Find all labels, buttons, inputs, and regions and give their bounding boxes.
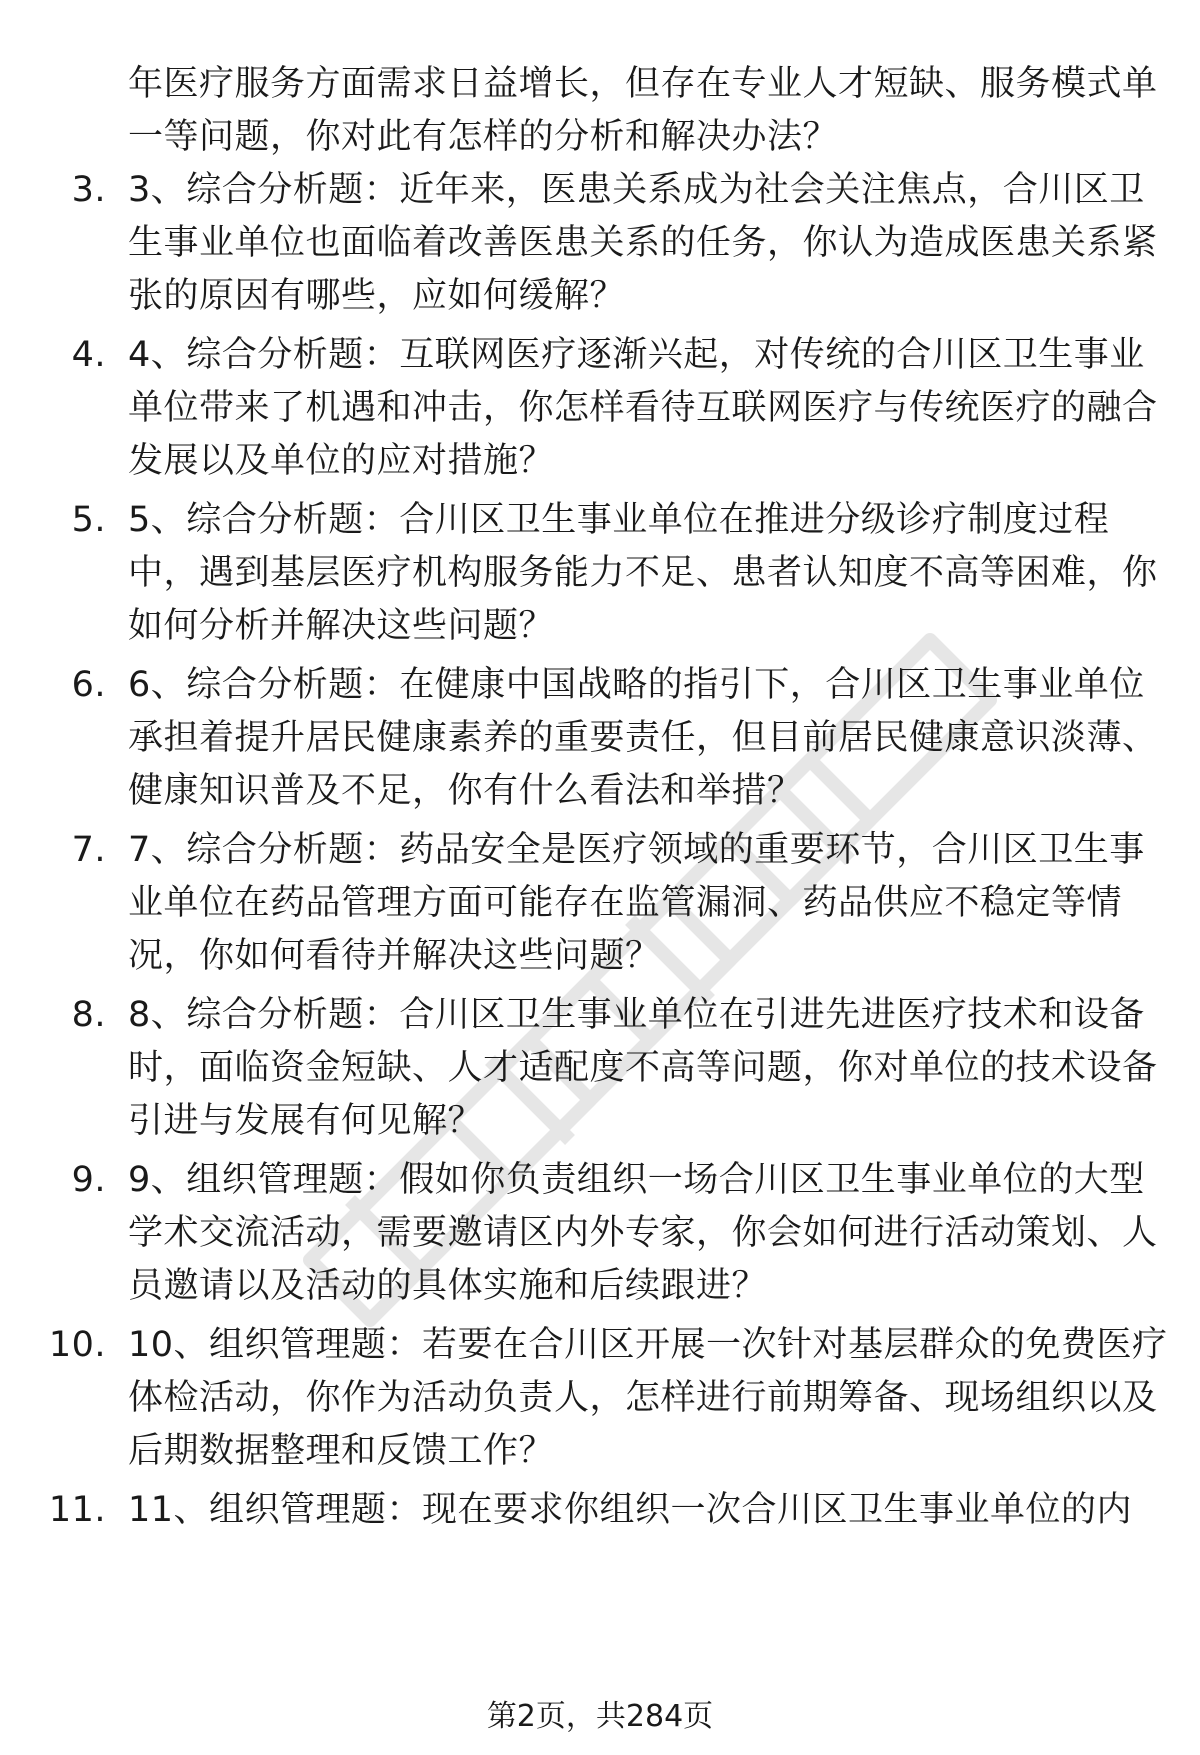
item-text: 5、综合分析题：合川区卫生事业单位在推进分级诊疗制度过程中，遇到基层医疗机构服务能力不足、患者认知度不高等困难，你如何分析并解决这些问题？: [128, 500, 1158, 646]
item-number: 3.: [71, 170, 106, 210]
item-number: 4.: [71, 335, 106, 375]
item-text: 10、组织管理题：若要在合川区开展一次针对基层群众的免费医疗体检活动，你作为活动负责人，怎样进行前期筹备、现场组织以及后期数据整理和反馈工作？: [128, 1325, 1168, 1471]
item-text: 7、综合分析题：药品安全是医疗领域的重要环节，合川区卫生事业单位在药品管理方面可能存在监管漏洞、药品供应不稳定等情况，你如何看待并解决这些问题？: [128, 830, 1145, 976]
item-text: 4、综合分析题：互联网医疗逐渐兴起，对传统的合川区卫生事业单位带来了机遇和冲击，你怎样看待互联网医疗与传统医疗的融合发展以及单位的应对措施？: [128, 335, 1158, 481]
item-number: 10.: [48, 1325, 106, 1365]
item-number: 7.: [71, 830, 106, 870]
item-text: 9、组织管理题：假如你负责组织一场合川区卫生事业单位的大型学术交流活动，需要邀请区内外专家，你会如何进行活动策划、人员邀请以及活动的具体实施和后续跟进？: [128, 1160, 1158, 1306]
item-text: 8、综合分析题：合川区卫生事业单位在引进先进医疗技术和设备时，面临资金短缺、人才适配度不高等问题，你对单位的技术设备引进与发展有何见解？: [128, 995, 1158, 1141]
continuation-text: 年医疗服务方面需求日益增长，但存在专业人才短缺、服务模式单一等问题，你对此有怎样的分析和解决办法？: [128, 64, 1158, 157]
item-text: 11、组织管理题：现在要求你组织一次合川区卫生事业单位的内: [128, 1490, 1133, 1530]
item-text: 3、综合分析题：近年来，医患关系成为社会关注焦点，合川区卫生事业单位也面临着改善医患关系的任务，你认为造成医患关系紧张的原因有哪些，应如何缓解？: [128, 170, 1158, 316]
item-number: 6.: [71, 665, 106, 705]
item-number: 8.: [71, 995, 106, 1035]
page-footer: 第2页，共284页: [486, 1699, 714, 1734]
item-number: 9.: [71, 1160, 106, 1200]
item-number: 11.: [48, 1490, 106, 1530]
item-text: 6、综合分析题：在健康中国战略的指引下，合川区卫生事业单位承担着提升居民健康素养的重要责任，但目前居民健康意识淡薄、健康知识普及不足，你有什么看法和举措？: [128, 665, 1158, 811]
item-number: 5.: [71, 500, 106, 540]
